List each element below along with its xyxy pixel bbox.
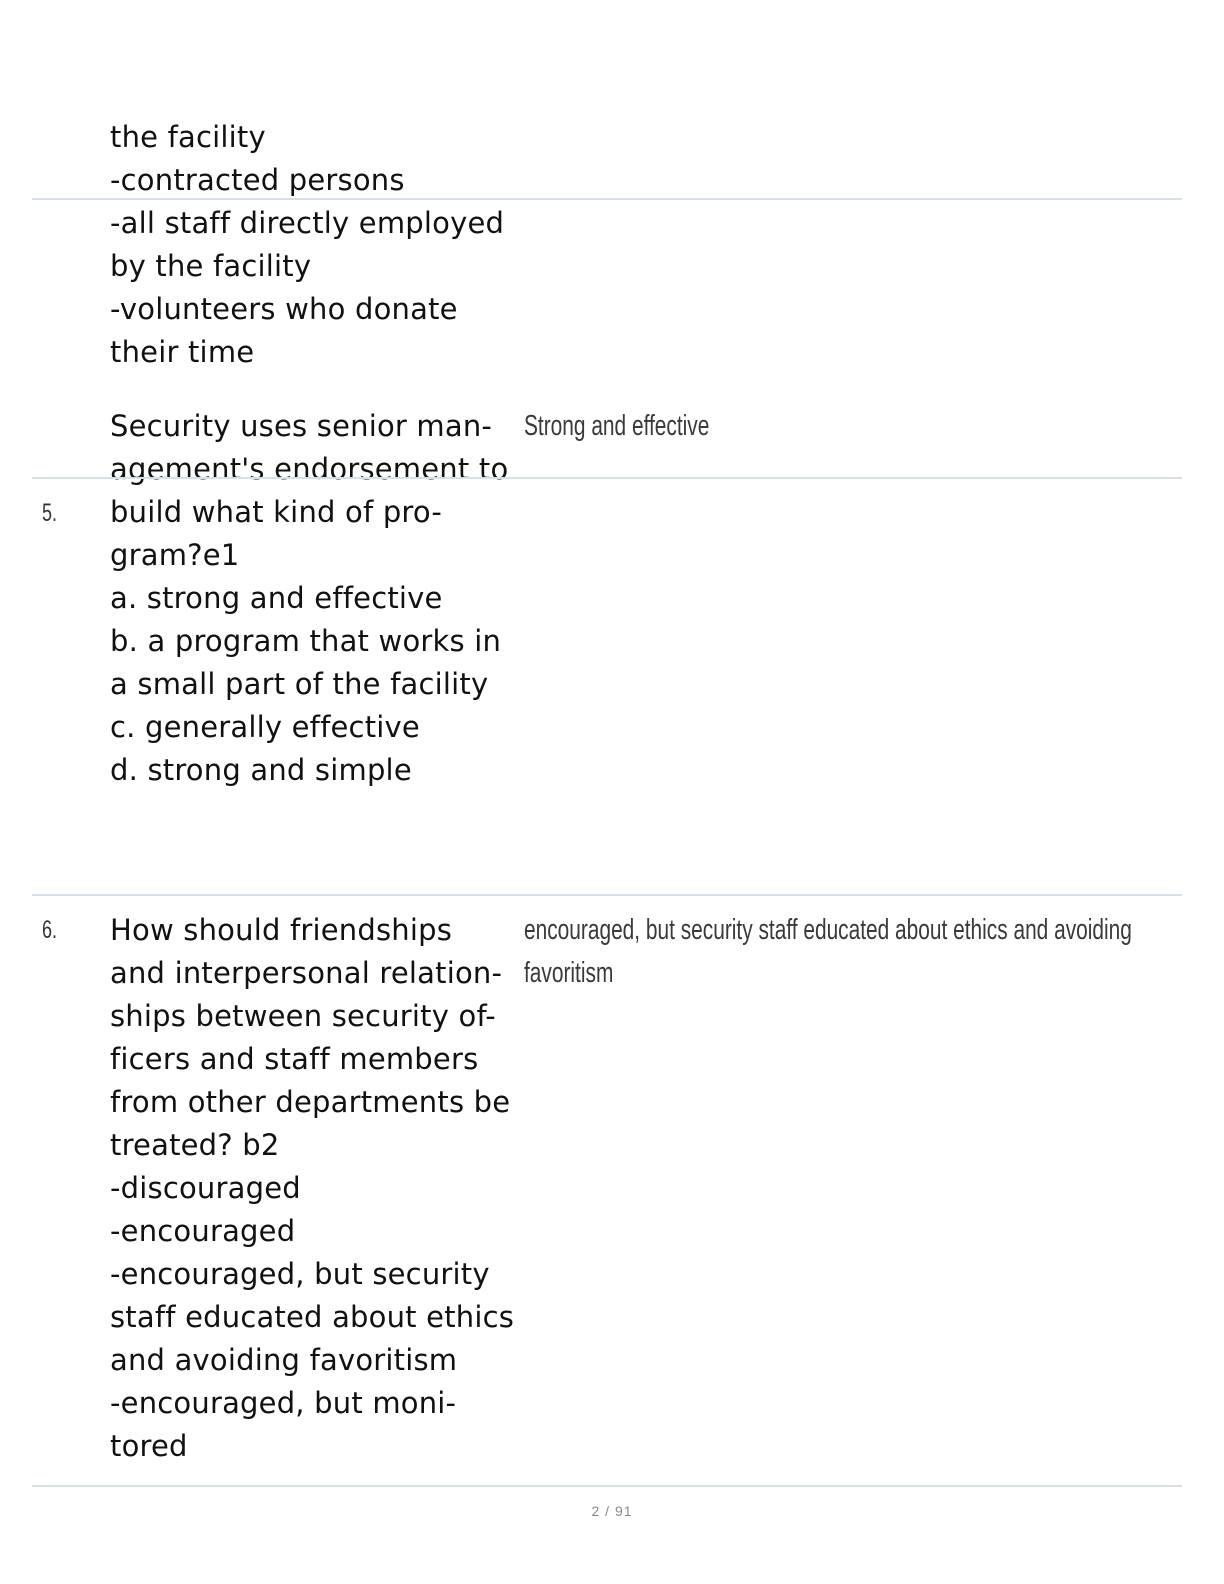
- question-6-answer: encouraged, but security staff educated about ethics and avoiding favoritism: [524, 914, 1132, 989]
- question-5-number: 5.: [42, 499, 58, 527]
- row-divider: [32, 1485, 1182, 1487]
- row-divider: [32, 198, 1182, 200]
- question-6-number: 6.: [42, 916, 58, 944]
- question-5-answer: Strong and effective: [524, 410, 710, 442]
- question-5-text: Security uses senior man- agement's endorsement to build what kind of pro- gram?e1 a. strong and effective b. a program that works in a small part of the facility c. generally effective d. strong and simple: [110, 409, 509, 787]
- row-divider: [32, 477, 1182, 479]
- question-4-continuation-text: the facility -contracted persons -all staff directly employed by the facility -volunteers who donate their time: [110, 120, 505, 369]
- page-indicator: 2 / 91: [591, 1503, 633, 1519]
- question-6-text: How should friendships and interpersonal relation- ships between security of- ficers and staff members from other departments be treated? b2 -discouraged -encouraged -encouraged, but security staff educated about ethics and avoiding favoritism -encouraged, but moni- tored: [110, 913, 515, 1463]
- row-divider: [32, 894, 1182, 896]
